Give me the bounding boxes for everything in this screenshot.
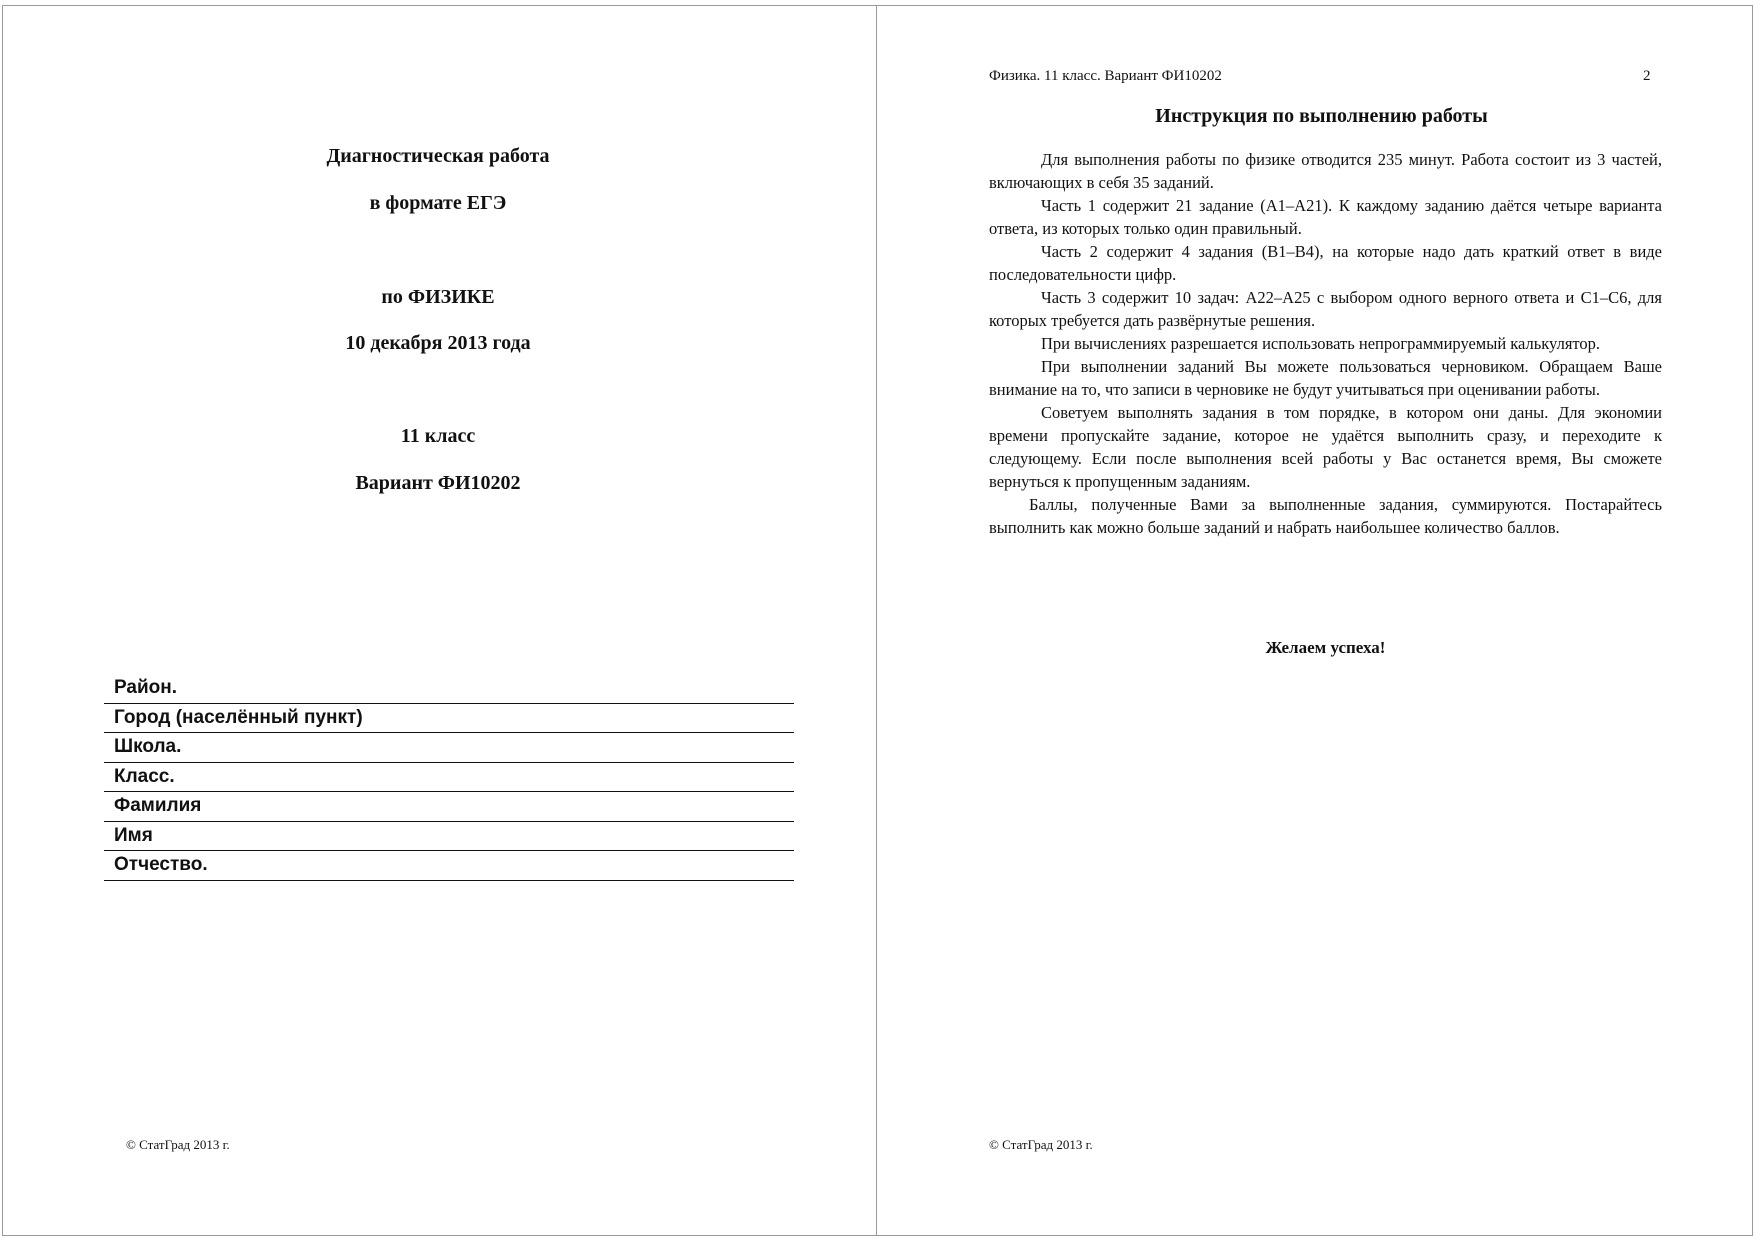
closing-wish: Желаем успеха! <box>1265 638 1386 657</box>
form-field-name: Имя <box>104 822 794 852</box>
cover-subject: по ФИЗИКЕ <box>381 286 495 308</box>
running-header: Физика. 11 класс. Вариант ФИ10202 <box>989 68 1222 84</box>
instruction-paragraph: Баллы, полученные Вами за выполненные задания, суммируются. Постарайтесь выполнить как можно больше заданий и набрать наибольшее количество баллов. <box>989 495 1662 537</box>
instruction-paragraph: Часть 2 содержит 4 задания (В1–В4), на которые надо дать краткий ответ в виде последовательности цифр. <box>989 242 1662 284</box>
form-field-school: Школа. <box>104 733 794 763</box>
student-info-form <box>104 674 794 881</box>
cover-grade: 11 класс <box>400 425 476 447</box>
form-field-patronymic: Отчество. <box>104 851 794 881</box>
page-number: 2 <box>1643 68 1651 84</box>
instruction-paragraph: Часть 1 содержит 21 задание (А1–А21). К каждому заданию даётся четыре варианта ответа, из которых только один правильный. <box>989 196 1662 238</box>
instruction-paragraph: Советуем выполнять задания в том порядке, в котором они даны. Для экономии времени пропускайте задание, которое не удаётся выполнить сразу, и переходите к следующему. Если после выполнения всей работы у Вас останется время, Вы сможете вернуться к пропущенным заданиям. <box>989 403 1662 491</box>
instruction-paragraph: При вычислениях разрешается использовать непрограммируемый калькулятор. <box>1041 334 1601 353</box>
form-field-district: Район. <box>104 674 794 704</box>
instruction-title: Инструкция по выполнению работы <box>1155 105 1488 127</box>
cover-title-line2: в формате ЕГЭ <box>369 192 507 214</box>
instruction-paragraph: Часть 3 содержит 10 задач: А22–А25 с выбором одного верного ответа и С1–С6, для которых требуется дать развёрнутые решения. <box>989 288 1662 330</box>
instruction-paragraph: При выполнении заданий Вы можете пользоваться черновиком. Обращаем Ваше внимание на то, что записи в черновике не будут учитываться при оценивании работы. <box>989 357 1662 399</box>
cover-variant: Вариант ФИ10202 <box>355 472 521 494</box>
form-field-surname: Фамилия <box>104 792 794 822</box>
cover-title-line1: Диагностическая работа <box>326 145 550 167</box>
left-copyright: © СтатГрад 2013 г. <box>126 1137 230 1152</box>
cover-date: 10 декабря 2013 года <box>345 332 531 354</box>
form-field-class: Класс. <box>104 763 794 793</box>
instruction-body <box>989 148 1662 539</box>
form-field-city: Город (населённый пункт) <box>104 704 794 734</box>
instruction-paragraph: Для выполнения работы по физике отводится 235 минут. Работа состоит из 3 частей, включающих в себя 35 заданий. <box>989 150 1662 192</box>
page-divider <box>876 5 877 1236</box>
right-copyright: © СтатГрад 2013 г. <box>989 1137 1093 1152</box>
